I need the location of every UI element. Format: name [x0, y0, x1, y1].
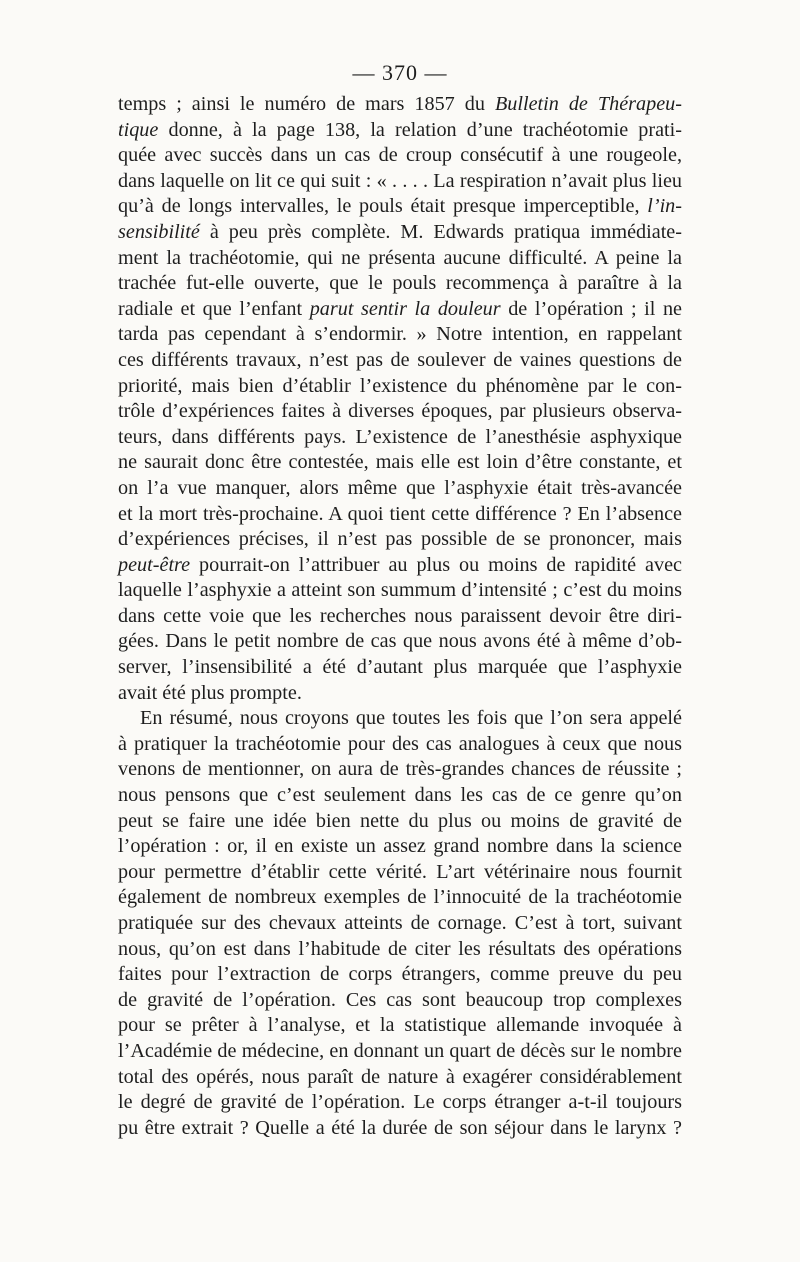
text-line: [118, 476, 682, 502]
page-number: — 370 —: [352, 60, 448, 85]
text-segment: le degré de gravité de l’opération. Le corps étranger a-t-il toujours: [118, 1091, 682, 1114]
text-line: [118, 885, 682, 911]
text-line: [118, 297, 682, 323]
text-line: [118, 834, 682, 860]
italic-text-segment: tique: [118, 118, 159, 141]
text-segment: de gravité de l’opération. Ces cas sont beaucoup trop complexes: [118, 988, 682, 1011]
text-segment: teurs, dans différents pays. L’existence de l’anesthésie asphyxique: [118, 425, 682, 448]
text-segment: dans laquelle on lit ce qui suit : « . . . . La respiration n’avait plus lieu: [118, 169, 682, 192]
text-line: [118, 629, 682, 655]
text-line: [118, 374, 682, 400]
text-line: [118, 348, 682, 374]
body-text: [118, 92, 682, 1141]
text-line: [118, 220, 682, 246]
text-segment: ces différents travaux, n’est pas de soulever de vaines questions de: [118, 348, 682, 371]
text-line: [118, 502, 682, 528]
text-segment: pu être extrait ? Quelle a été la durée de son séjour dans le larynx ?: [118, 1116, 682, 1139]
text-line: [118, 1039, 682, 1065]
text-segment: pour se prêter à l’analyse, et la statistique allemande invoquée à: [118, 1014, 682, 1037]
text-line: [118, 143, 682, 169]
text-segment: à pratiquer la trachéotomie pour des cas analogues à ceux que nous: [118, 732, 682, 755]
text-line: [118, 604, 682, 630]
text-segment: nous pensons que c’est seulement dans les cas de ce genre qu’on: [118, 784, 682, 807]
text-line: [118, 527, 682, 553]
text-segment: l’opération : or, il en existe un assez grand nombre dans la science: [118, 835, 682, 858]
text-line: [118, 1116, 682, 1142]
text-segment: gées. Dans le petit nombre de cas que nous avons été à même d’ob-: [118, 630, 682, 653]
text-segment: pourrait-on l’attribuer au plus ou moins de rapidité avec: [190, 553, 682, 576]
text-line: [118, 1090, 682, 1116]
text-line: [118, 399, 682, 425]
text-segment: dans cette voie que les recherches nous paraissent devoir être diri-: [118, 604, 682, 627]
text-segment: server, l’insensibilité a été d’autant plus marquée que l’asphyxie: [118, 656, 682, 679]
text-line: [118, 860, 682, 886]
text-line: [118, 732, 682, 758]
text-segment: pour permettre d’établir cette vérité. L’art vétérinaire nous fournit: [118, 860, 682, 883]
text-segment: En résumé, nous croyons que toutes les fois que l’on sera appelé: [140, 707, 682, 730]
text-segment: laquelle l’asphyxie a atteint son summum d’intensité ; c’est du moins: [118, 579, 682, 602]
text-segment: ment la trachéotomie, qui ne présenta aucune difficulté. A peine la: [118, 246, 682, 269]
text-line: [118, 655, 682, 681]
text-segment: qu’à de longs intervalles, le pouls était presque imperceptible,: [118, 195, 648, 218]
text-line: [118, 425, 682, 451]
text-line: [118, 553, 682, 579]
text-line: [118, 681, 682, 707]
text-segment: trôle d’expériences faites à diverses époques, par plusieurs observa-: [118, 400, 682, 423]
text-line: [118, 1013, 682, 1039]
text-segment: de l’opération ; il ne: [500, 297, 682, 320]
text-segment: l’Académie de médecine, en donnant un quart de décès sur le nombre: [118, 1039, 682, 1062]
text-line: [118, 169, 682, 195]
text-segment: priorité, mais bien d’établir l’existence du phénomène par le con-: [118, 374, 682, 397]
text-line: [118, 578, 682, 604]
text-segment: donne, à la page 138, la relation d’une trachéotomie prati-: [158, 118, 682, 141]
text-segment: et la mort très-prochaine. A quoi tient cette différence ? En l’absence: [118, 502, 682, 525]
text-segment: venons de mentionner, on aura de très-grandes chances de réussite ;: [118, 758, 682, 781]
text-line: [118, 783, 682, 809]
text-line: [118, 1065, 682, 1091]
text-segment: également de nombreux exemples de l’innocuité de la trachéotomie: [118, 886, 682, 909]
text-segment: total des opérés, nous paraît de nature à exagérer considérablement: [118, 1065, 682, 1088]
italic-text-segment: l’in-: [647, 195, 682, 218]
text-segment: temps ; ainsi le numéro de mars 1857 du: [118, 93, 495, 115]
text-line: [118, 706, 682, 732]
text-line: [118, 911, 682, 937]
text-segment: trachée fut-elle ouverte, que le pouls recommença à paraître à la: [118, 272, 682, 295]
text-line: [118, 757, 682, 783]
text-segment: à peu près complète. M. Edwards pratiqua immédiate-: [199, 220, 682, 243]
italic-text-segment: peut-être: [118, 553, 191, 576]
italic-text-segment: Bulletin de Thérapeu-: [494, 93, 682, 115]
text-segment: radiale et que l’enfant: [118, 297, 310, 320]
text-line: [118, 937, 682, 963]
text-line: [118, 246, 682, 272]
text-segment: pratiquée sur des chevaux atteints de cornage. C’est à tort, suivant: [118, 912, 682, 934]
text-segment: d’expériences précises, il n’est pas possible de se prononcer, mais: [118, 528, 682, 551]
italic-text-segment: sensibilité: [118, 220, 200, 243]
text-line: [118, 962, 682, 988]
text-line: [118, 450, 682, 476]
text-segment: avait été plus prompte.: [118, 681, 302, 704]
text-line: [118, 988, 682, 1014]
text-segment: faites pour l’extraction de corps étrangers, comme preuve du peu: [118, 963, 682, 986]
text-segment: on l’a vue manquer, alors même que l’asphyxie était très-avancée: [118, 476, 682, 499]
italic-text-segment: parut sentir la douleur: [309, 297, 501, 320]
text-segment: peut se faire une idée bien nette du plus ou moins de gravité de: [118, 809, 682, 832]
text-line: [118, 271, 682, 297]
text-line: [118, 92, 682, 118]
text-line: [118, 322, 682, 348]
text-segment: nous, qu’on est dans l’habitude de citer les résultats des opérations: [118, 937, 682, 960]
text-segment: ne saurait donc être contestée, mais elle est loin d’être constante, et: [118, 451, 682, 474]
text-segment: quée avec succès dans un cas de croup consécutif à une rougeole,: [118, 144, 682, 167]
text-line: [118, 194, 682, 220]
text-line: [118, 118, 682, 144]
text-line: [118, 809, 682, 835]
text-segment: tarda pas cependant à s’endormir. » Notre intention, en rappelant: [118, 323, 682, 346]
